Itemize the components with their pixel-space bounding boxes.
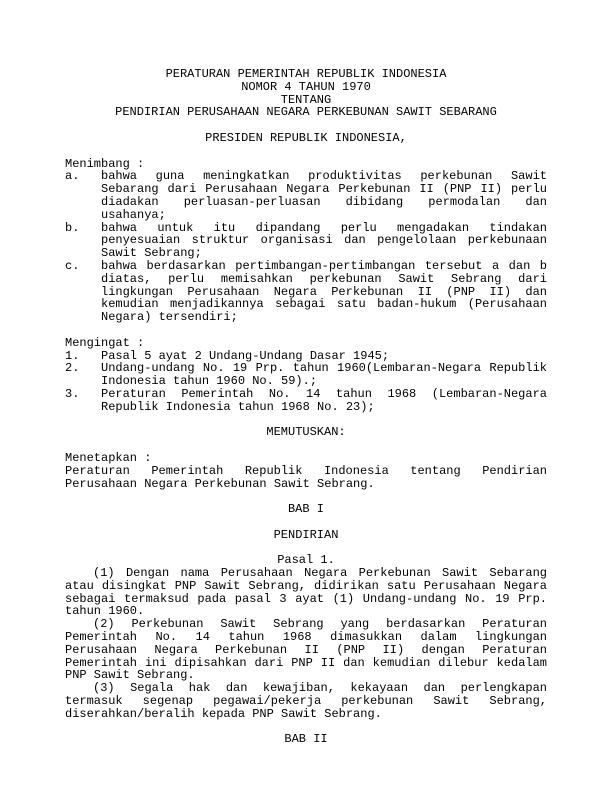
mengingat-item-1-label: 1.	[65, 348, 80, 363]
menetapkan-heading: Menetapkan :	[65, 450, 152, 465]
menimbang-heading: Menimbang :	[65, 156, 145, 171]
doc-title-line-3: TENTANG	[280, 92, 332, 107]
menimbang-item-b-text: bahwa untuk itu dipandang perlu mengadakan tindakan penyesuaian struktur organisasi dan pengelolaan perkebunaan Sawit Sebrang;	[101, 220, 547, 261]
menimbang-item-b	[65, 222, 547, 260]
mengingat-item-3-text: Peraturan Pemerintah No. 14 tahun 1968 (Lembaran-Negara Republik Indonesia tahun 1968 No. 23);	[101, 386, 547, 414]
menimbang-item-a-label: a.	[65, 169, 80, 184]
mengingat-item-2-text: Undang-undang No. 19 Prp. tahun 1960(Lembaran-Negara Republik Indonesia tahun 1960 No. 59).;	[101, 361, 547, 389]
spacer	[65, 324, 547, 337]
spacer	[65, 439, 547, 452]
pasal-1-heading: Pasal 1.	[277, 553, 335, 568]
doc-subtitle: PRESIDEN REPUBLIK INDONESIA,	[205, 130, 407, 145]
menimbang-item-b-label: b.	[65, 220, 80, 235]
spacer	[65, 145, 547, 158]
pasal-1-paragraph-3: (3) Segala hak dan kewajiban, kekayaan dan perlengkapan termasuk segenap pegawai/pekerja perkebunan Sawit Sebrang, diserahkan/beralih kepada PNP Sawit Sebrang.	[65, 681, 547, 721]
doc-title-line-2: NOMOR 4 TAHUN 1970	[241, 79, 371, 94]
bab1-subtitle: PENDIRIAN	[273, 527, 339, 542]
pasal-1-paragraph-1: (1) Dengan nama Perusahaan Negara Perkebunan Sawit Sebarang atau disingkat PNP Sawit Sebrang, didirikan satu Perusahaan Negara sebagai termaksud pada pasal 3 ayat (1) Undang-undang No. 19 Prp. tahun 1960.	[65, 566, 547, 619]
spacer	[65, 516, 547, 529]
bab1-title: BAB I	[287, 502, 324, 517]
bab2-title: BAB II	[284, 732, 328, 747]
mengingat-item-2-label: 2.	[65, 361, 80, 376]
doc-title-line-1: PERATURAN PEMERINTAH REPUBLIK INDONESIA	[165, 67, 447, 81]
mengingat-item-1-text: Pasal 5 ayat 2 Undang-Undang Dasar 1945;	[101, 348, 390, 363]
menimbang-item-c	[65, 260, 547, 324]
mengingat-item-3-label: 3.	[65, 386, 80, 401]
pasal-1-paragraph-2: (2) Perkebunan Sawit Sebrang yang berdasarkan Peraturan Pemerintah No. 14 tahun 1968 dimasukkan dalam lingkungan Perusahaan Negara Perkebunan II (PNP II) dengan Peraturan Pemerintah ini dipisahkan dari PNP II dan kemudian dilebur kedalam PNP Sawit Sebrang.	[65, 617, 547, 683]
doc-title-block	[65, 68, 547, 119]
menimbang-item-c-label: c.	[65, 258, 80, 273]
menimbang-item-a	[65, 170, 547, 221]
mengingat-item-3	[65, 388, 547, 414]
memutuskan-heading: MEMUTUSKAN:	[266, 425, 346, 440]
doc-title-line-4: PENDIRIAN PERUSAHAAN NEGARA PERKEBUNAN SAWIT SEBARANG	[115, 105, 497, 120]
mengingat-item-2	[65, 362, 547, 388]
mengingat-heading: Mengingat :	[65, 335, 145, 350]
menimbang-item-a-text: bahwa guna meningkatkan produktivitas perkebunan Sawit Sebarang dari Perusahaan Negara Perkebunan II (PNP II) perlu diadakan perluasan-perluasan dibidang permodalan dan usahanya;	[101, 169, 547, 222]
menetapkan-text: Peraturan Pemerintah Republik Indonesia tentang Pendirian Perusahaan Negara Perkebunan Sawit Sebrang.	[65, 463, 547, 491]
menimbang-item-c-text: bahwa berdasarkan pertimbangan-pertimbangan tersebut a dan b diatas, perlu memisahkan perkebunan Sawit Sebrang dari lingkungan Perusahaan Negara Perkebunan II (PNP II) dan kemudian menjadikannya sebagai satu badan-hukum (Perusahaan Negara) tersendiri;	[101, 258, 547, 325]
